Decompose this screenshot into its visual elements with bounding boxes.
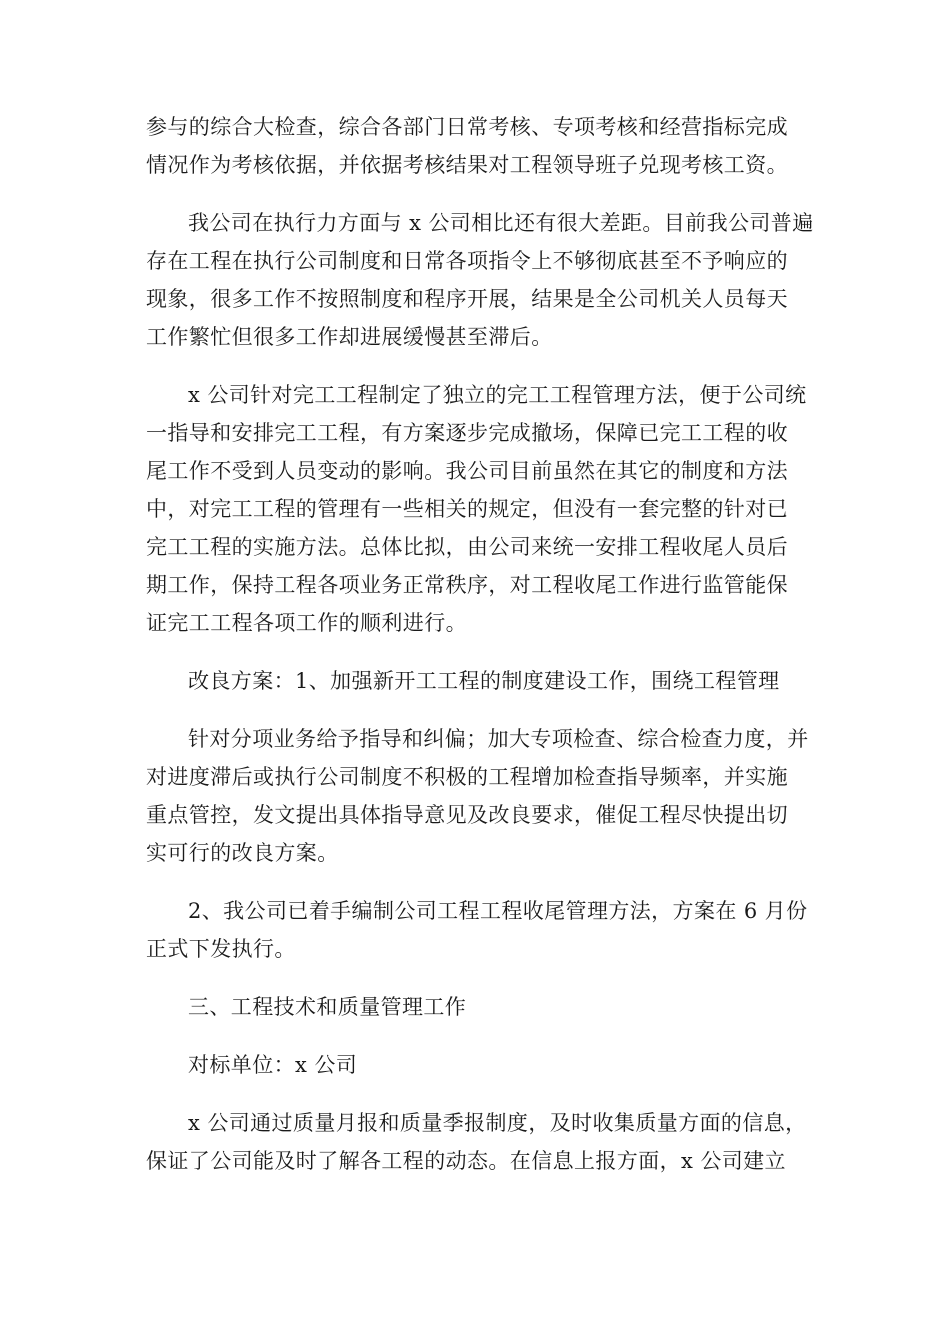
text-line: 一指导和安排完工工程，有方案逐步完成撤场，保障已完工工程的收 <box>146 421 788 445</box>
text-line: 期工作，保持工程各项业务正常秩序，对工程收尾工作进行监管能保 <box>146 573 788 597</box>
text-line: 证完工工程各项工作的顺利进行。 <box>146 611 467 635</box>
text-line: 针对分项业务给予指导和纠偏；加大专项检查、综合检查力度，并 <box>188 727 809 751</box>
text-line: 正式下发执行。 <box>146 937 296 961</box>
text-line: 实可行的改良方案。 <box>146 841 339 865</box>
paragraph-9 <box>146 1104 806 1180</box>
text-line: 2、我公司已着手编制公司工程工程收尾管理方法，方案在 6 月份 <box>188 899 808 923</box>
paragraph-1 <box>146 108 806 184</box>
text-line: 改良方案：1、加强新开工工程的制度建设工作，围绕工程管理 <box>188 669 780 693</box>
text-line: x 公司通过质量月报和质量季报制度，及时收集质量方面的信息， <box>188 1111 807 1135</box>
paragraph-3 <box>146 376 806 642</box>
text-line: 对进度滞后或执行公司制度不积极的工程增加检查指导频率，并实施 <box>146 765 788 789</box>
text-line: 存在工程在执行公司制度和日常各项指令上不够彻底甚至不予响应的 <box>146 249 788 273</box>
text-line: 我公司在执行力方面与 x 公司相比还有很大差距。目前我公司普遍 <box>188 211 814 235</box>
benchmark-unit <box>146 1046 806 1084</box>
section-heading <box>146 988 806 1026</box>
text-line: 情况作为考核依据，并依据考核结果对工程领导班子兑现考核工资。 <box>146 153 788 177</box>
paragraph-2 <box>146 204 814 356</box>
text-line: 完工工程的实施方法。总体比拟，由公司来统一安排工程收尾人员后 <box>146 535 788 559</box>
text-line: 重点管控，发文提出具体指导意见及改良要求，催促工程尽快提出切 <box>146 803 788 827</box>
text-line: 保证了公司能及时了解各工程的动态。在信息上报方面，x 公司建立 <box>146 1149 786 1173</box>
text-line: 三、工程技术和质量管理工作 <box>188 995 467 1019</box>
text-line: 尾工作不受到人员变动的影响。我公司目前虽然在其它的制度和方法 <box>146 459 788 483</box>
text-line: x 公司针对完工工程制定了独立的完工工程管理方法，便于公司统 <box>188 383 807 407</box>
text-line: 工作繁忙但很多工作却进展缓慢甚至滞后。 <box>146 325 553 349</box>
text-line: 中，对完工工程的管理有一些相关的规定，但没有一套完整的针对已 <box>146 497 788 521</box>
text-line: 参与的综合大检查，综合各部门日常考核、专项考核和经营指标完成 <box>146 115 788 139</box>
paragraph-4 <box>146 662 806 700</box>
text-line: 现象，很多工作不按照制度和程序开展，结果是全公司机关人员每天 <box>146 287 788 311</box>
paragraph-6 <box>146 892 806 968</box>
text-line: 对标单位：x 公司 <box>188 1053 358 1077</box>
document-body <box>146 108 814 1200</box>
paragraph-5 <box>146 720 809 872</box>
